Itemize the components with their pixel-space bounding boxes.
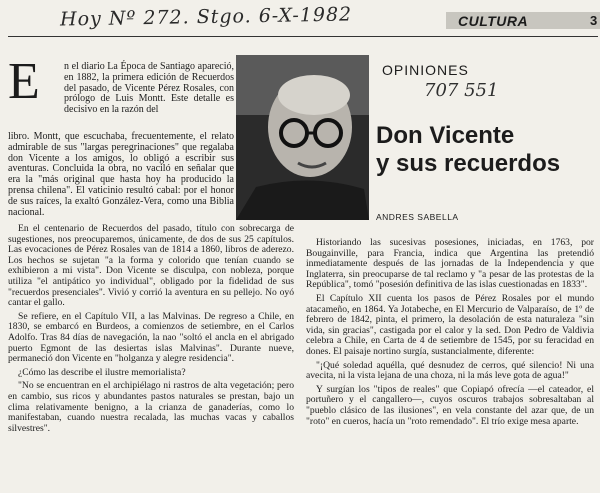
handwritten-reference: 707 551 (424, 80, 499, 101)
paragraph: "No se encuentran en el archipiélago ni rastros de alta vegetación; pero en cambio, sus ricos y abundantes pastos naturales se prestan, bajo un clima relativamente benigno, a la crianza de ganaderías, como lo manifestaban, cuando nuestra recalada, las muchas vacas y caballos silvestres". (8, 380, 294, 434)
page-number: 3 (590, 13, 598, 28)
right-column (306, 238, 594, 430)
headline (376, 122, 596, 178)
handwritten-archive-note: Hoy Nº 272. Stgo. 6-X-1982 (59, 3, 353, 31)
intro-paragraph: n el diario La Época de Santiago apareció, en 1882, la primera edición de Recuerdos del pasado, de Vicente Pérez Rosales, con prólogo de Luis Montt. Este detalle es decisivo en la razón del (64, 61, 234, 116)
paragraph: Historiando las sucesivas posesiones, iniciadas, en 1763, por Bougainville, para Francia, indica que Argentina las pretendió inmediatamente después de las jornadas de la Independencia y que Inglaterra, sin preocuparse de tal reclamo y "a pesar de las protestas de la República", tomó "posesión definitiva de las islas cuestionadas en 1833". (306, 237, 594, 291)
paragraph: "¡Qué soledad aquélla, qué desnudez de cerros, qué silencio! Ni una avecita, ni la vista lejana de una choza, ni la más leve gota de agua!" (306, 359, 594, 382)
left-column (8, 224, 294, 437)
section-label: CULTURA (458, 13, 529, 29)
byline: ANDRES SABELLA (376, 212, 459, 222)
paragraph: En el centenario de Recuerdos del pasado, título con sobrecarga de sugestiones, nos preocuparemos, únicamente, de dos de sus 25 capítulos. Las evocaciones de Pérez Rosales van de 1814 a 1860, libros de aderezo. Los hechos se sujetan "a la forma y colorido que tenían cuando se exhibieron a mi vista". Don Vicente se disculpa, con nobleza, porque utiliza "el antipático yo individual", obligado por la fidelidad de sus "recuerdos presenciales". Vivió y corrió la aventura en su pellejo. No oyó cantar el gallo. (8, 223, 294, 309)
paragraph: Se refiere, en el Capítulo VII, a las Malvinas. De regreso a Chile, en 1830, se embarcó en Burdeos, a comienzos de setiembre, en el Carlos Adolfo. Tras 84 días de navegación, la nao "soltó el ancla en el abrigado puerto Egmont de las desiertas islas Malvinas". Durante nueve, permaneció don Vicente en "holganza y alegre residencia". (8, 310, 294, 365)
paragraph: Y surgían los "tipos de reales" que Copiapó ofrecía —el cateador, el portuñero y el cangallero—, cuyos oscuros trabajos sobresaltaban al "pueblo clásico de las ilusiones", en vela constante del azar que, de un "roto" en cueros, hacía un "roto remendado". El trío exige mesa aparte. (306, 383, 594, 427)
headline-line-1: Don Vicente (376, 122, 515, 149)
header-rule (8, 36, 598, 37)
intro-paragraph-continued: libro. Montt, que escuchaba, frecuentemente, el relato admirable de sus "largas peregrinaciones" que regalaba don Vicente a los amigos, lo obligó a escribir sus aventuras. Concluida la obra, no vaciló en señalar que era la "más original que hasta hoy ha producido la prensa chilena". El vaticinio resultó cabal: por el honor de sus raíces, la exaltó González-Vera, como una Biblia nacional. (8, 131, 234, 218)
portrait-illustration (236, 55, 369, 220)
kicker-label: OPINIONES (382, 62, 469, 78)
drop-cap: E (8, 53, 40, 110)
paragraph: El Capítulo XII cuenta los pasos de Pérez Rosales por el mundo atacameño, en 1864. Ya Jotabeche, en El Mercurio de Valparaíso, de 1º de febrero de 1842, pinta, el primero, la desolación de esta naturaleza "sin vida, sin gracias", castigada por el calor y la sed. Don Pedro de Valdivia celebra a Chile, en Carta de 4 de setiembre de 1545, por su feracidad en dones. El paisaje nortino surgía, sustancialmente, diferente: (306, 292, 594, 357)
paragraph: ¿Cómo las describe el ilustre memorialista? (18, 366, 186, 378)
author-portrait-photo (236, 55, 369, 220)
headline-line-2: y sus recuerdos (376, 150, 561, 177)
